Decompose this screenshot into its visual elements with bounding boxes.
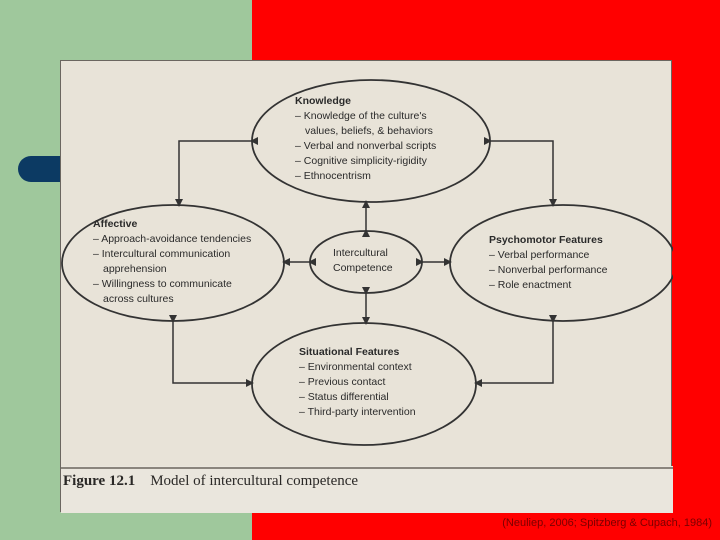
- knowledge-item: – Ethnocentrism: [295, 169, 436, 184]
- center-line-1: Intercultural: [333, 247, 388, 259]
- affective-item: – Intercultural communication: [93, 247, 251, 262]
- arrow-knowledge-affective: [179, 141, 252, 205]
- psychomotor-title: Psychomotor Features: [489, 234, 603, 246]
- situational-item: – Environmental context: [299, 360, 416, 375]
- arrow-affective-situational: [173, 321, 252, 383]
- psychomotor-item: – Nonverbal performance: [489, 263, 608, 278]
- affective-item-continued: apprehension: [103, 263, 167, 275]
- psychomotor-node: [489, 233, 608, 293]
- affective-node: [93, 217, 251, 307]
- arrow-knowledge-psychomotor: [490, 141, 553, 205]
- knowledge-item: – Knowledge of the culture's: [295, 109, 436, 124]
- affective-item: – Approach-avoidance tendencies: [93, 232, 251, 247]
- knowledge-item-continued: values, beliefs, & behaviors: [305, 125, 433, 137]
- arrow-psychomotor-situational: [476, 321, 553, 383]
- psychomotor-item: – Role enactment: [489, 278, 608, 293]
- knowledge-item: – Verbal and nonverbal scripts: [295, 139, 436, 154]
- situational-title: Situational Features: [299, 346, 400, 358]
- psychomotor-item: – Verbal performance: [489, 248, 608, 263]
- figure-caption-text: Model of intercultural competence: [150, 473, 359, 489]
- center-node: [333, 246, 393, 276]
- affective-title: Affective: [93, 218, 138, 230]
- center-line-2: Competence: [333, 262, 393, 274]
- knowledge-title: Knowledge: [295, 95, 352, 107]
- affective-item: – Willingness to communicate: [93, 277, 251, 292]
- figure-label: Figure 12.1: [63, 473, 136, 489]
- caption-rule: [61, 467, 673, 469]
- situational-node: [299, 345, 416, 420]
- affective-item-continued: across cultures: [103, 293, 174, 305]
- knowledge-node: [295, 94, 436, 184]
- situational-item: – Third-party intervention: [299, 405, 416, 420]
- situational-item: – Previous contact: [299, 375, 416, 390]
- knowledge-item: – Cognitive simplicity-rigidity: [295, 154, 436, 169]
- situational-item: – Status differential: [299, 390, 416, 405]
- figure-caption: [63, 473, 358, 490]
- scanned-figure: [60, 60, 672, 512]
- citation-text: (Neuliep, 2006; Spitzberg & Cupach, 1984): [502, 517, 712, 529]
